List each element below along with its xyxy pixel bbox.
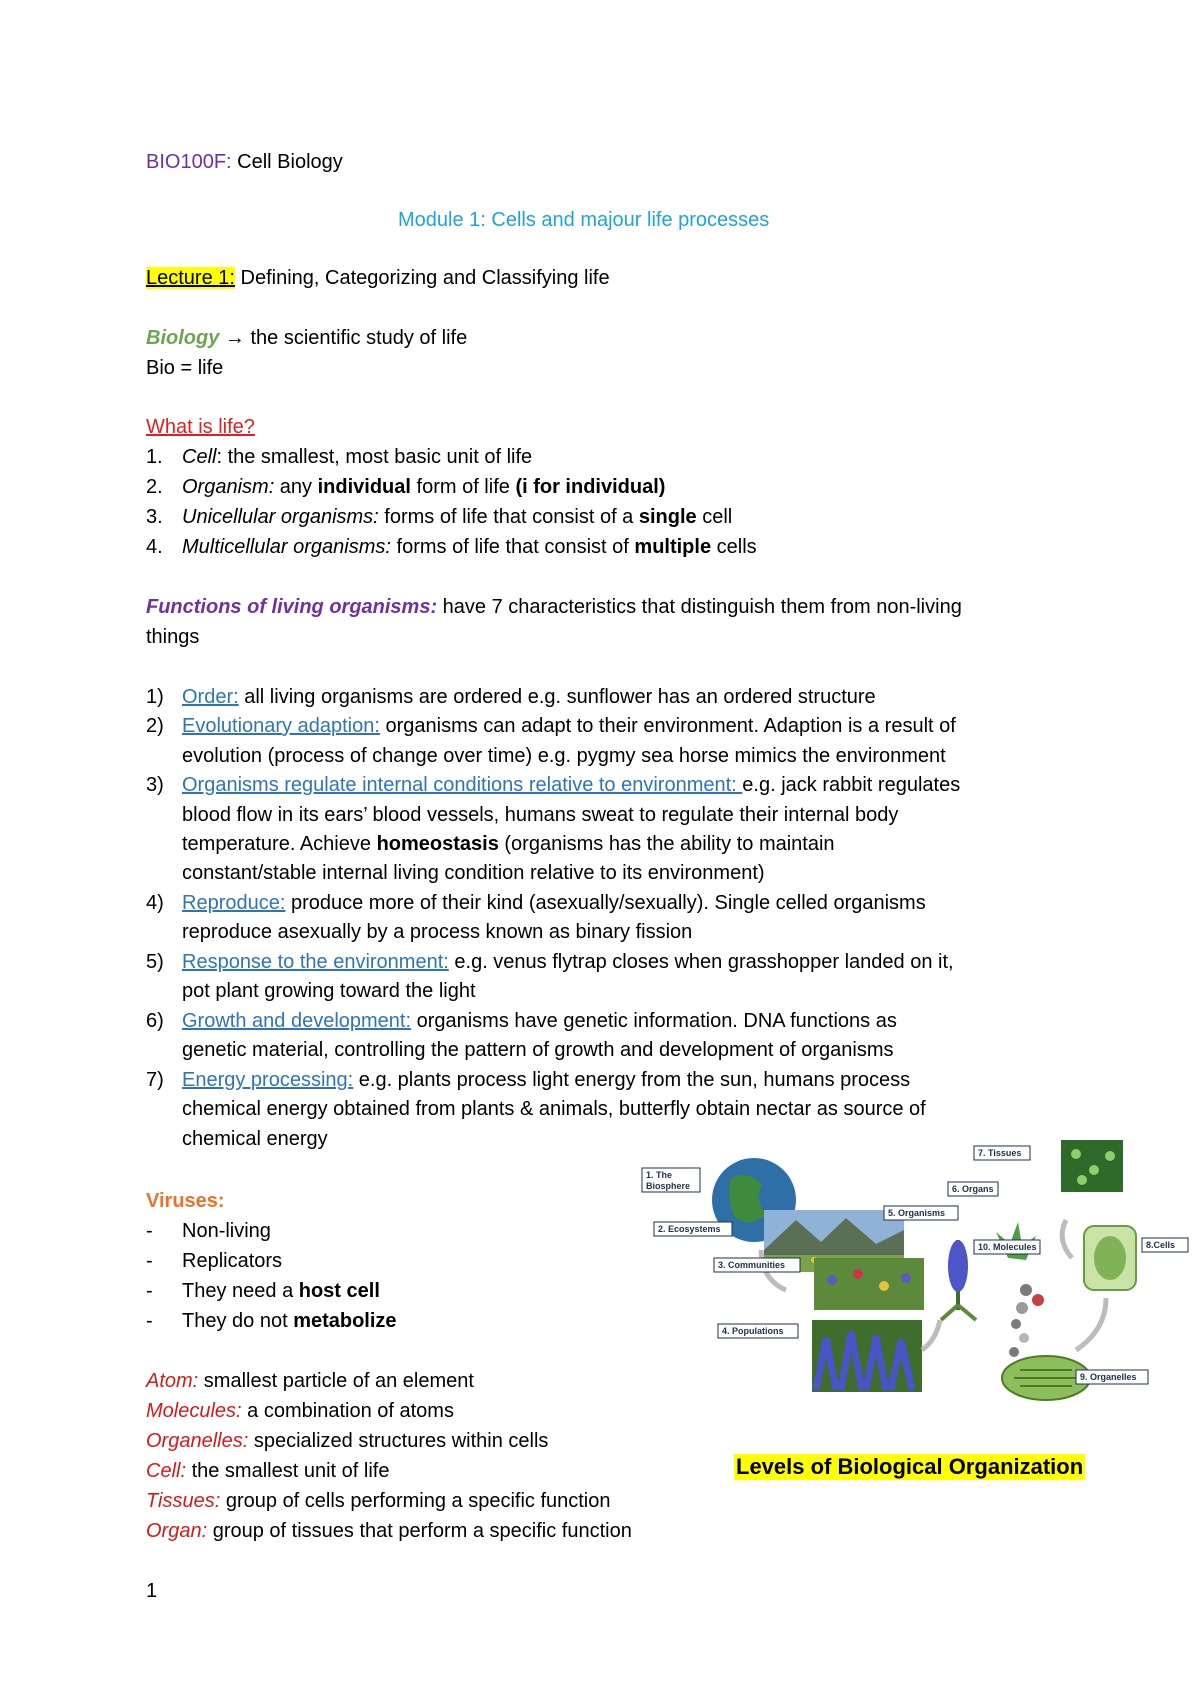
lecture-heading — [146, 264, 610, 292]
function-link[interactable]: Growth and development: — [182, 1010, 412, 1032]
label-molecules: 10. Molecules — [978, 1242, 1037, 1252]
label-organs: 6. Organs — [952, 1184, 994, 1194]
label-organisms: 5. Organisms — [888, 1208, 946, 1218]
list-number: 2) — [146, 715, 164, 737]
function-link[interactable]: Response to the environment: — [182, 951, 449, 973]
functions-intro-cont: things — [146, 626, 200, 648]
biology-definition — [146, 324, 467, 352]
organism-image — [948, 1240, 968, 1292]
list-dash: - — [146, 1220, 153, 1242]
list-dash: - — [146, 1250, 153, 1272]
list-text: form of life — [410, 476, 516, 498]
function-text: temperature. Achieve — [182, 833, 377, 855]
definition-term: Organelles: — [146, 1430, 249, 1452]
list-number: 3) — [146, 774, 164, 796]
list-item — [182, 1277, 380, 1305]
label-communities: 3. Communities — [718, 1260, 786, 1270]
viruses-heading: Viruses: — [146, 1190, 225, 1212]
function-text: produce more of their kind (asexually/sexually). Single celled organisms — [285, 892, 926, 914]
definition-term: Cell: — [146, 1460, 187, 1482]
function-text: all living organisms are ordered e.g. sunflower has an ordered structure — [238, 686, 876, 708]
list-number: 4. — [146, 536, 163, 558]
function-text: e.g. jack rabbit regulates — [742, 774, 961, 796]
function-link[interactable]: Organisms regulate internal conditions relative to environment: — [182, 774, 743, 796]
definition-text: the smallest unit of life — [186, 1460, 390, 1482]
label-populations: 4. Populations — [722, 1326, 784, 1336]
list-number: 1. — [146, 446, 163, 468]
list-item-text — [182, 503, 732, 531]
lecture-label: Lecture 1: — [146, 267, 235, 289]
label-biosphere-a: 1. The — [646, 1170, 673, 1180]
function-item-adaption — [182, 712, 956, 740]
function-item-response — [182, 948, 954, 976]
list-number: 3. — [146, 506, 163, 528]
function-item-order — [182, 683, 876, 711]
function-link[interactable]: Energy processing: — [182, 1069, 354, 1091]
label-ecosystems: 2. Ecosystems — [658, 1224, 721, 1234]
function-link[interactable]: Evolutionary adaption: — [182, 715, 380, 737]
lecture-title: Defining, Categorizing and Classifying life — [234, 267, 610, 289]
list-item — [182, 1247, 282, 1275]
list-dash: - — [146, 1280, 153, 1302]
list-number: 5) — [146, 951, 164, 973]
definition-organ — [146, 1517, 632, 1545]
homeostasis-term: homeostasis — [376, 833, 499, 855]
list-bold: (i for individual) — [515, 476, 666, 498]
list-term: Unicellular organisms: — [182, 506, 379, 528]
function-text-cont: chemical energy obtained from plants & animals, butterfly obtain nectar as source of — [182, 1098, 926, 1120]
label-tissues: 7. Tissues — [978, 1148, 1022, 1158]
list-text: forms of life that consist of a — [378, 506, 639, 528]
list-bold: individual — [317, 476, 411, 498]
definition-term: Tissues: — [146, 1490, 221, 1512]
list-number: 7) — [146, 1069, 164, 1091]
functions-intro-text: have 7 characteristics that distinguish them from non-living — [437, 596, 962, 618]
function-text-cont — [182, 830, 835, 858]
list-text: Non-living — [182, 1220, 271, 1242]
function-item-growth — [182, 1007, 897, 1035]
definition-text: a combination of atoms — [241, 1400, 454, 1422]
definition-term: Atom: — [146, 1370, 199, 1392]
definition-term: Molecules: — [146, 1400, 242, 1422]
definition-text: group of tissues that perform a specific function — [207, 1520, 632, 1542]
list-text: cell — [696, 506, 733, 528]
list-text: They do not — [182, 1310, 294, 1332]
definition-text: group of cells performing a specific function — [220, 1490, 611, 1512]
levels-of-organization-figure — [636, 1140, 1196, 1430]
function-text: e.g. venus flytrap closes when grasshopper landed on it, — [448, 951, 954, 973]
what-is-life-heading: What is life? — [146, 416, 255, 438]
arrow-icon: → — [219, 327, 251, 349]
bio-line: Bio = life — [146, 357, 224, 379]
list-number: 6) — [146, 1010, 164, 1032]
function-text-cont: genetic material, controlling the pattern of growth and development of organisms — [182, 1039, 894, 1061]
function-link[interactable]: Reproduce: — [182, 892, 286, 914]
list-text: Replicators — [182, 1250, 283, 1272]
list-item-text — [182, 473, 665, 501]
definition-cell — [146, 1457, 389, 1485]
list-dash: - — [146, 1310, 153, 1332]
list-term: Multicellular organisms: — [182, 536, 391, 558]
function-item-energy — [182, 1066, 910, 1094]
list-item-text — [182, 533, 757, 561]
function-text-cont: pot plant growing toward the light — [182, 980, 476, 1002]
list-item — [182, 1217, 271, 1245]
definition-text: specialized structures within cells — [248, 1430, 549, 1452]
course-code: BIO100F: — [146, 151, 232, 173]
list-text: forms of life that consist of — [390, 536, 635, 558]
list-item — [182, 1307, 397, 1335]
figure-caption: Levels of Biological Organization — [736, 1454, 1084, 1479]
list-text: They need a — [182, 1280, 299, 1302]
list-text: : the smallest, most basic unit of life — [216, 446, 533, 468]
molecule-image — [1020, 1284, 1032, 1296]
function-item-reproduce — [182, 889, 926, 917]
label-cells: 8.Cells — [1146, 1240, 1176, 1250]
course-header — [146, 148, 343, 176]
definition-molecules — [146, 1397, 454, 1425]
function-item-regulate — [182, 771, 960, 799]
function-text: organisms can adapt to their environment. Adaption is a result of — [379, 715, 956, 737]
label-organelles: 9. Organelles — [1080, 1372, 1137, 1382]
label-biosphere-b: Biosphere — [646, 1181, 691, 1191]
function-text-cont: reproduce asexually by a process known as binary fission — [182, 921, 693, 943]
definition-text: smallest particle of an element — [198, 1370, 474, 1392]
list-item-text — [182, 443, 532, 471]
function-text: (organisms has the ability to maintain — [498, 833, 835, 855]
definition-term: Organ: — [146, 1520, 208, 1542]
list-number: 2. — [146, 476, 163, 498]
list-bold: multiple — [634, 536, 712, 558]
function-text-cont: blood flow in its ears’ blood vessels, humans sweat to regulate their internal body — [182, 804, 899, 826]
list-term: Organism: — [182, 476, 275, 498]
list-bold: single — [638, 506, 697, 528]
functions-intro — [146, 593, 962, 621]
page-number: 1 — [146, 1580, 158, 1602]
function-text-cont: chemical energy — [182, 1128, 328, 1150]
list-bold: host cell — [298, 1280, 380, 1302]
definition-atom — [146, 1367, 474, 1395]
function-text: organisms have genetic information. DNA functions as — [411, 1010, 897, 1032]
list-term: Cell — [182, 446, 217, 468]
function-text-cont: evolution (process of change over time) e.g. pygmy sea horse mimics the environment — [182, 745, 946, 767]
list-number: 1) — [146, 686, 164, 708]
list-number: 4) — [146, 892, 164, 914]
list-bold: metabolize — [293, 1310, 397, 1332]
list-text: cells — [711, 536, 757, 558]
module-title: Module 1: Cells and majour life processes — [398, 209, 770, 231]
functions-heading: Functions of living organisms: — [146, 596, 438, 618]
course-title: Cell Biology — [231, 151, 343, 173]
list-text: any — [274, 476, 318, 498]
biology-definition-text: the scientific study of life — [250, 327, 468, 349]
definition-tissues — [146, 1487, 611, 1515]
definition-organelles — [146, 1427, 548, 1455]
function-link[interactable]: Order: — [182, 686, 239, 708]
function-text: e.g. plants process light energy from the sun, humans process — [353, 1069, 911, 1091]
biology-term: Biology — [146, 327, 220, 349]
function-text-cont: constant/stable internal living condition relative to its environment) — [182, 862, 765, 884]
